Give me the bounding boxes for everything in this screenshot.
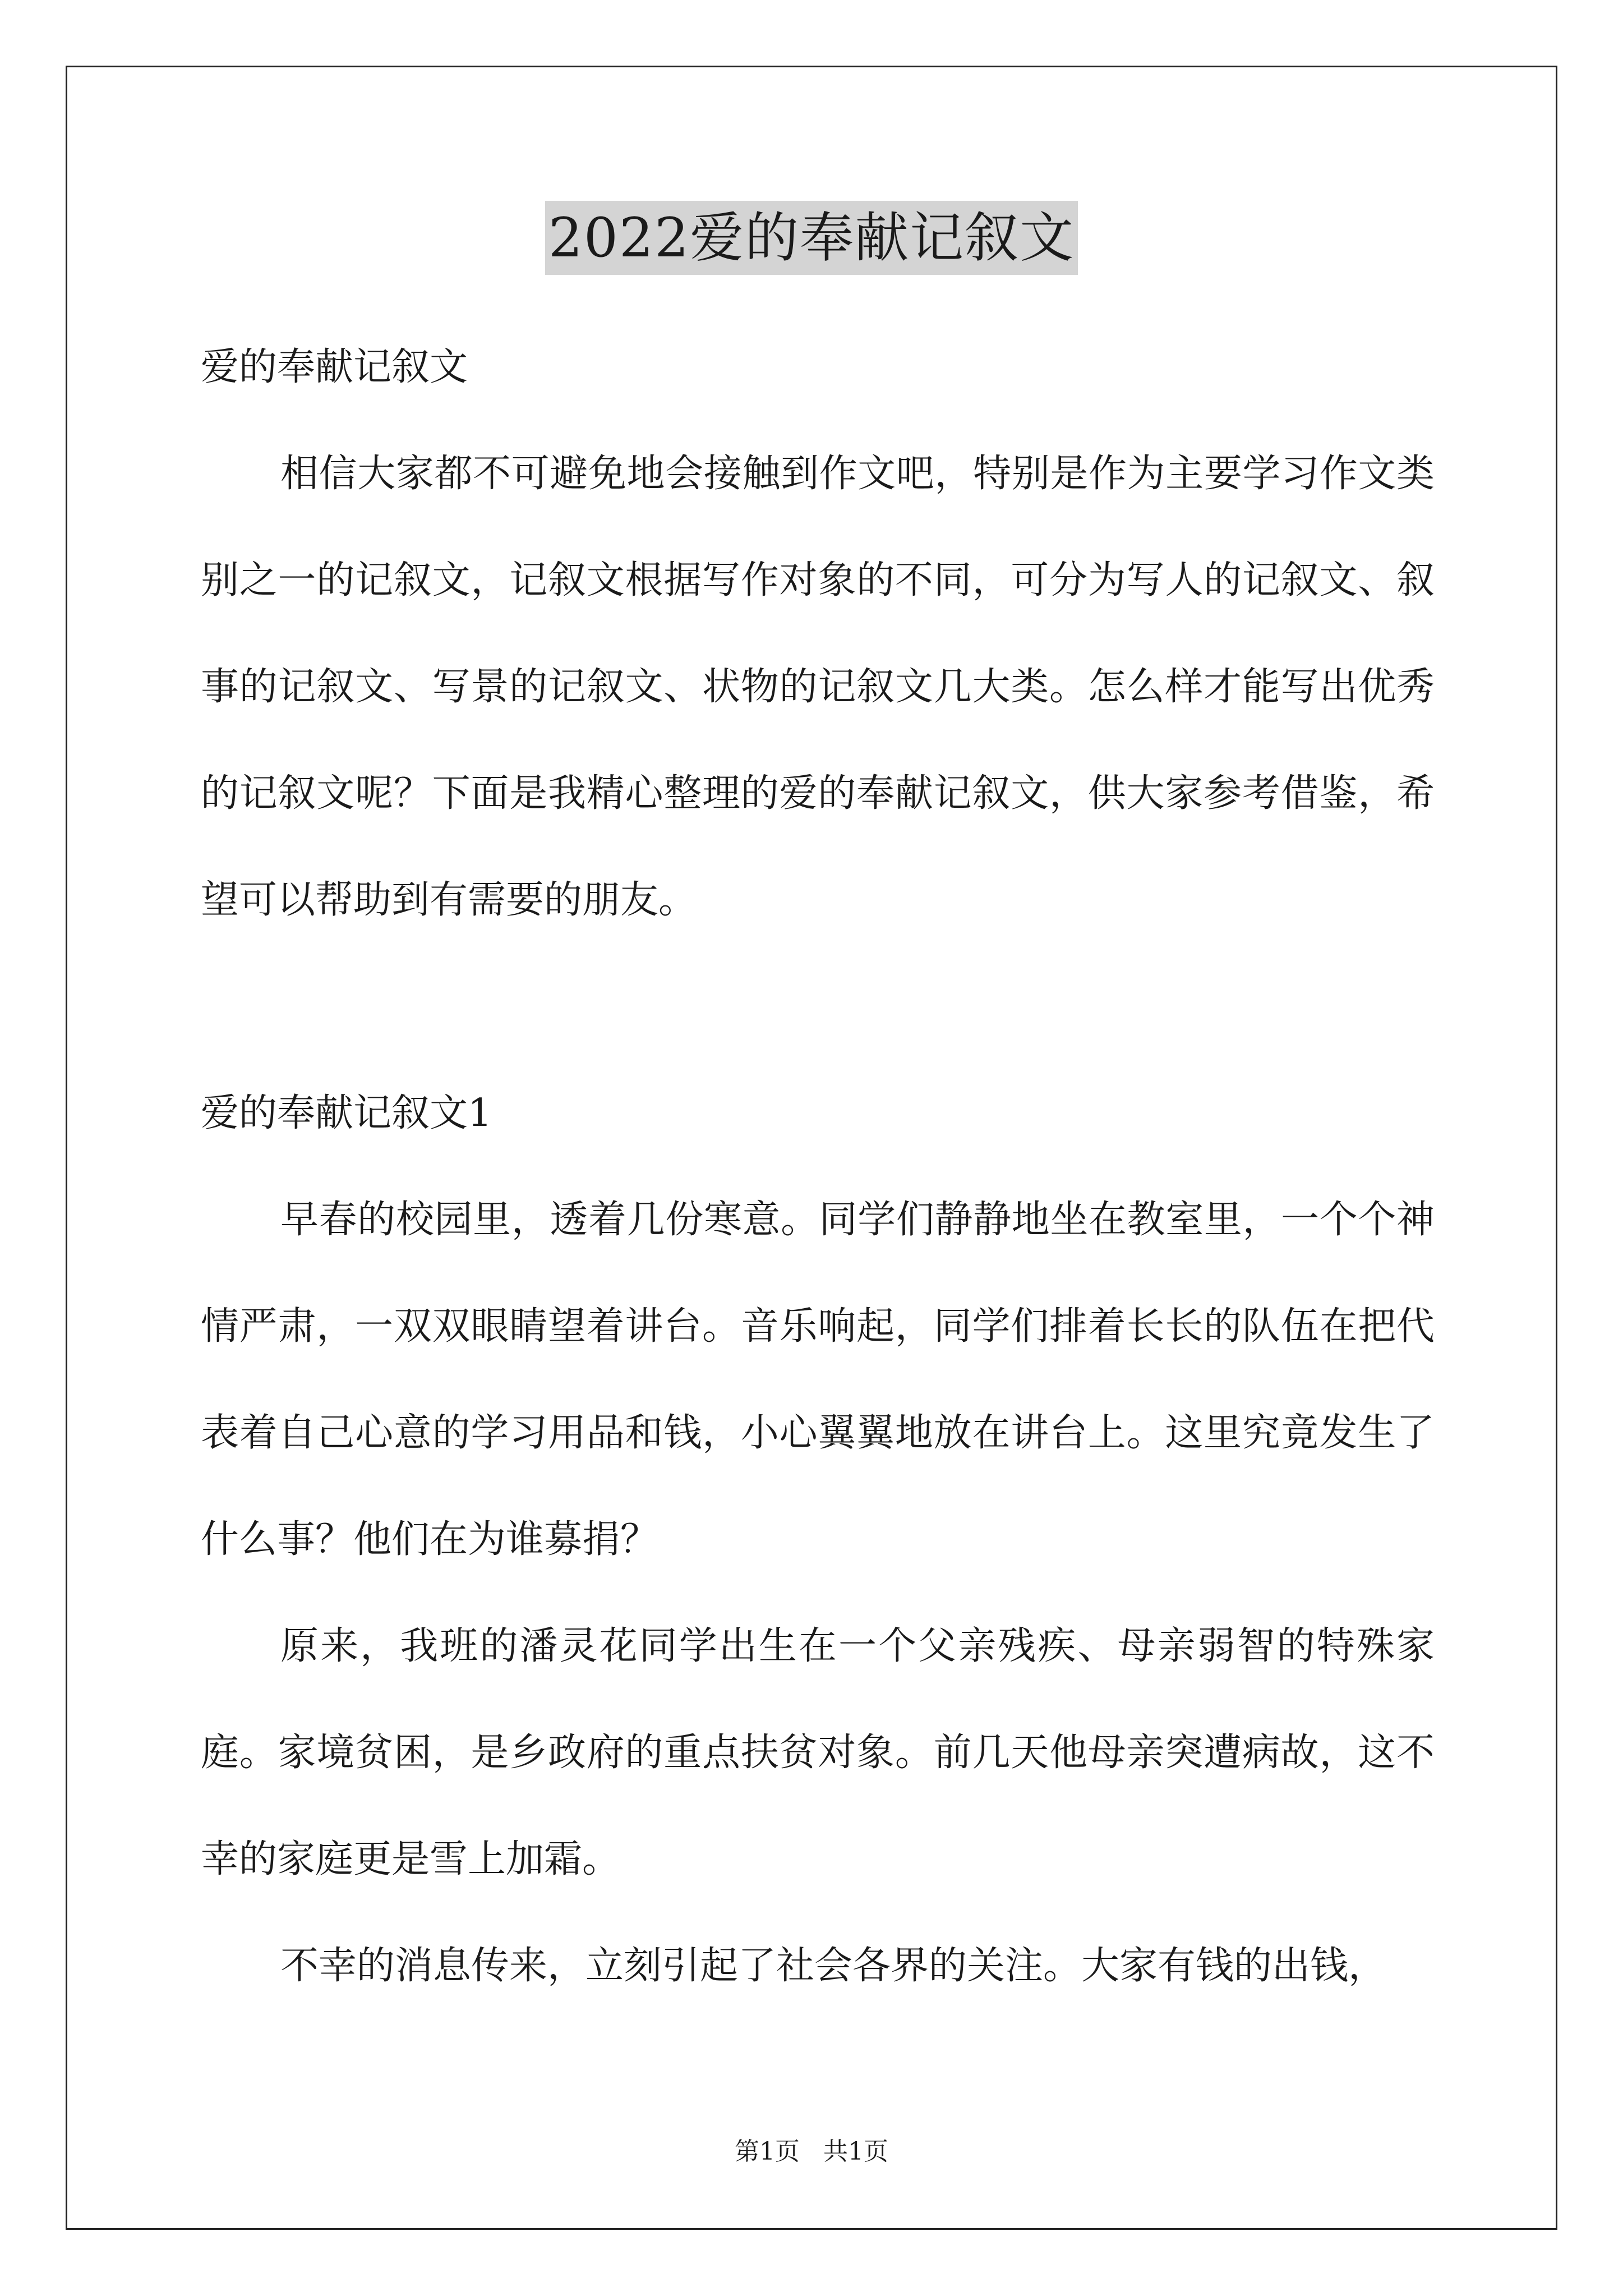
body-paragraph: 原来，我班的潘灵花同学出生在一个父亲残疾、母亲弱智的特殊家庭。家境贫困，是乡政府的重点扶贫对象。前几天他母亲突遭病故，这不幸的家庭更是雪上加霜。 [201,1624,1435,1881]
body-paragraph: 早春的校园里，透着几份寒意。同学们静静地坐在教室里，一个个神情严肃，一双双眼睛望着讲台。音乐响起，同学们排着长长的队伍在把代表着自己心意的学习用品和钱，小心翼翼地放在讲台上。这里究竟发生了什么事？他们在为谁募捐？ [201,1198,1435,1562]
body-paragraph: 不幸的消息传来，立刻引起了社会各界的关注。大家有钱的出钱， [280,1944,1387,1988]
document-body [201,314,1435,2019]
intro-paragraph: 相信大家都不可避免地会接触到作文吧，特别是作为主要学习作文类别之一的记叙文，记叙文根据写作对象的不同，可分为写人的记叙文、叙事的记叙文、写景的记叙文、状物的记叙文几大类。怎么样才能写出优秀的记叙文呢？下面是我精心整理的爱的奉献记叙文，供大家参考借鉴，希望可以帮助到有需要的朋友。 [201,452,1435,922]
title-container [0,201,1623,275]
document-title: 2022爱的奉献记叙文 [545,201,1078,275]
section-spacer [201,954,1435,1060]
page-footer: 第1页 共1页 [735,2137,888,2166]
section1-heading: 爱的奉献记叙文1 [201,1091,492,1135]
intro-heading: 爱的奉献记叙文 [201,345,468,389]
